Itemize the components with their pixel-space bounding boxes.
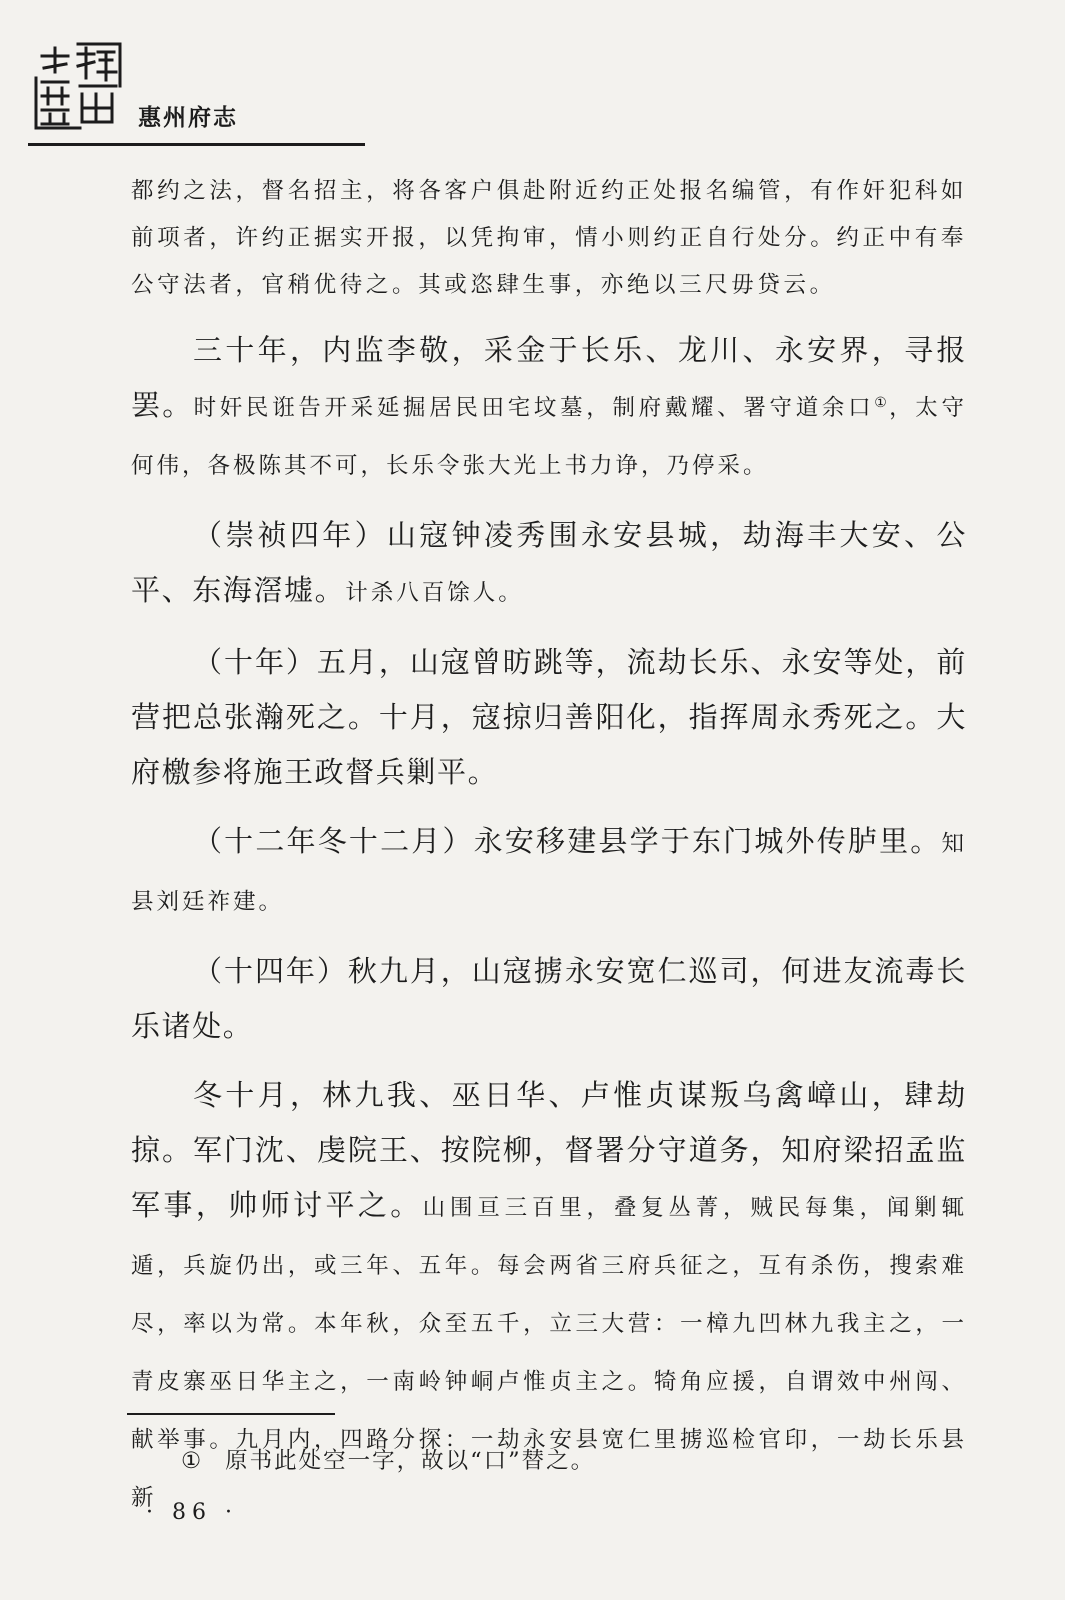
entry-main-text: 三十年，内监李敬，采金于长乐、龙川、永安界，寻报罢。 <box>131 333 967 422</box>
entry-note: ，太守何伟，各极陈其不可，长乐令张大光上书力诤，乃停采。 <box>131 395 967 479</box>
footnote-marker: ① <box>181 1448 204 1474</box>
entry-main-text: （十四年）秋九月，山寇掳永安宽仁巡司，何进友流毒长乐诸处。 <box>131 954 967 1043</box>
footnote-ref[interactable]: ① <box>874 395 890 411</box>
footnote-rule <box>127 1413 335 1415</box>
paragraph-entry <box>131 323 967 494</box>
entry-note: 山围亘三百里，叠复丛菁，贼民每集，闻剿辄遁，兵旋仍出，或三年、五年。每会两省三府兵征之，互有杀伤，搜索难尽，率以为常。本年秋，众至五千，立三大营：一樟九凹林九我主之，一青皮寨巫日华主之，一南岭钟峒卢惟贞主之。犄角应援，自谓效中州闯、献举事。九月内，四路分探：一劫永安县宽仁里掳巡检官印，一劫长乐县新 <box>131 1195 967 1511</box>
paragraph-continuation: 都约之法，督名招主，将各客户俱赴附近约正处报名编管，有作奸犯科如前项者，许约正据实开报，以凭拘审，情小则约正自行处分。约正中有奉公守法者，官稍优待之。其或恣肆生事，亦绝以三尺毋贷云。 <box>131 178 967 298</box>
entry-main-text: 冬十月，林九我、巫日华、卢惟贞谋叛乌禽嶂山，肆劫掠。军门沈、虔院王、按院柳，督署分守道务，知府梁招孟监军事，帅师讨平之。 <box>131 1078 967 1222</box>
book-title: 惠州府志 <box>138 105 238 131</box>
paragraph-entry <box>131 814 967 930</box>
paragraph-entry <box>131 635 967 800</box>
entry-main-text: （十年）五月，山寇曾昉跳等，流劫长乐、永安等处，前营把总张瀚死之。十月，寇掠归善阳化，指挥周永秀死之。大府檄参将施王政督兵剿平。 <box>131 645 967 789</box>
entry-note: 计杀八百馀人。 <box>345 580 524 606</box>
footnote-text: 原书此处空一字，故以“口”替之。 <box>225 1448 596 1474</box>
seal-logo <box>28 38 126 134</box>
entry-note: 时奸民诳告开采延掘居民田宅坟墓，制府戴耀、署守道余口 <box>193 395 875 421</box>
entry-main-text: （崇祯四年）山寇钟凌秀围永安县城，劫海丰大安、公平、东海滘墟。 <box>131 518 967 607</box>
paragraph-entry <box>131 944 967 1054</box>
paragraph-entry <box>131 508 967 621</box>
body-text <box>131 168 967 1526</box>
entry-main-text: （十二年冬十二月）永安移建县学于东门城外传胪里。 <box>193 824 942 858</box>
header-rule <box>28 143 365 146</box>
page-number: · 86 · <box>146 1500 238 1525</box>
footnote <box>181 1443 595 1475</box>
entry-note: 知县刘廷祚建。 <box>131 831 967 915</box>
